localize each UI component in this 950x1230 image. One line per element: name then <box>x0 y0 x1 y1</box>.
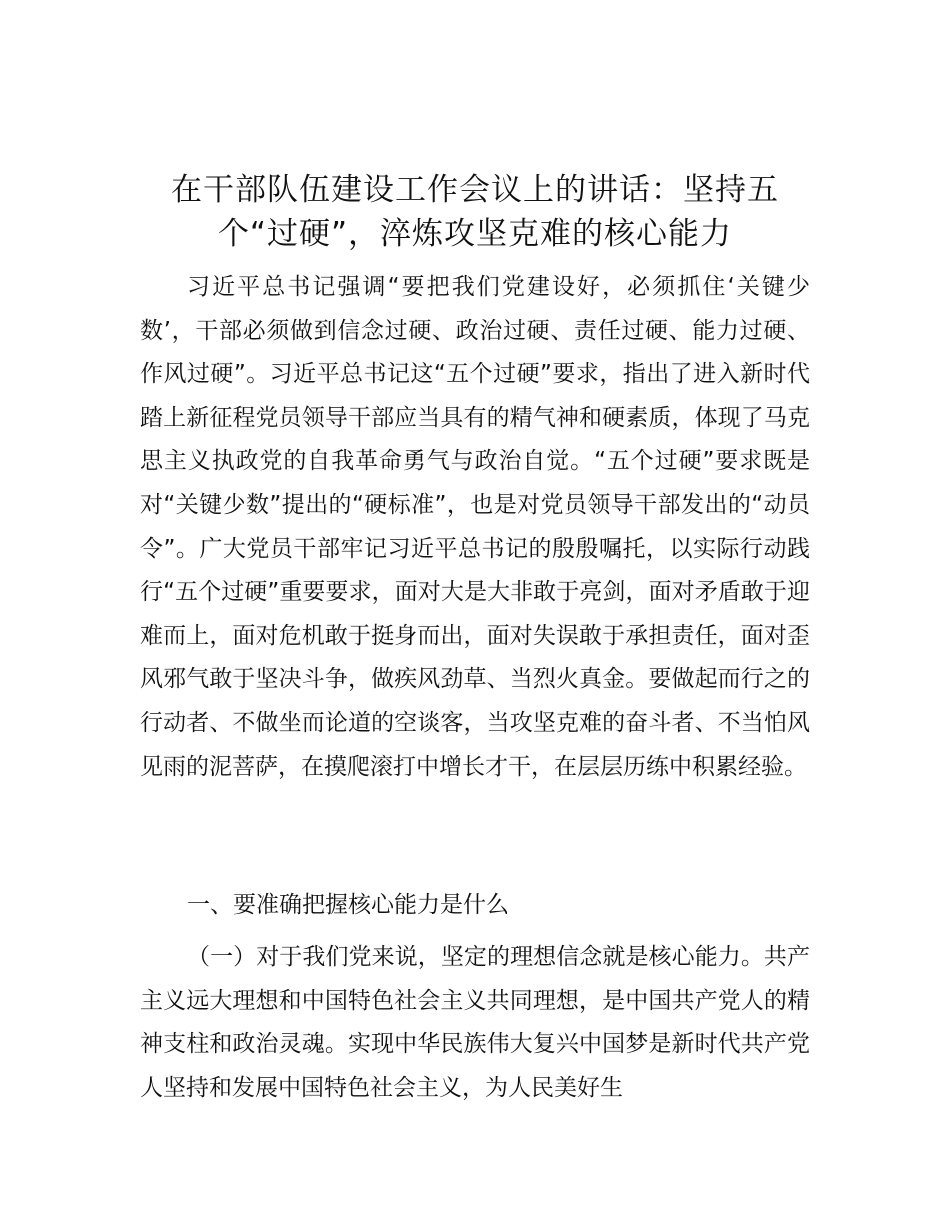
document-title: 在干部队伍建设工作会议上的讲话：坚持五个“过硬”，淬炼攻坚克难的核心能力 <box>171 172 779 252</box>
intro-paragraph: 习近平总书记强调“要把我们党建设好，必须抓住‘关键少数’，干部必须做到信念过硬、政治过硬、责任过硬、能力过硬、作风过硬”。习近平总书记这“五个过硬”要求，指出了进入新时代踏上新征程党员领导干部应当具有的精气神和硬素质，体现了马克思主义执政党的自我革命勇气与政治自觉。“五个过硬”要求既是对“关键少数”提出的“硬标准”，也是对党员领导干部发出的“动员令”。广大党员干部牢记习近平总书记的殷殷嘱托，以实际行动践行“五个过硬”重要要求，面对大是大非敢于亮剑，面对矛盾敢于迎难而上，面对危机敢于挺身而出，面对失误敢于承担责任，面对歪风邪气敢于坚决斗争，做疾风劲草、当烈火真金。要做起而行之的行动者、不做坐而论道的空谈客，当攻坚克难的奋斗者、不当怕风见雨的泥菩萨，在摸爬滚打中增长才干，在层层历练中积累经验。 <box>140 274 810 780</box>
section-heading: 一、要准确把握核心能力是什么 <box>187 892 509 918</box>
section-paragraph: （一）对于我们党来说，坚定的理想信念就是核心能力。共产主义远大理想和中国特色社会主义共同理想，是中国共产党人的精神支柱和政治灵魂。实现中华民族伟大复兴中国梦是新时代共产党人坚持和发展中国特色社会主义，为人民美好生 <box>140 944 810 1101</box>
